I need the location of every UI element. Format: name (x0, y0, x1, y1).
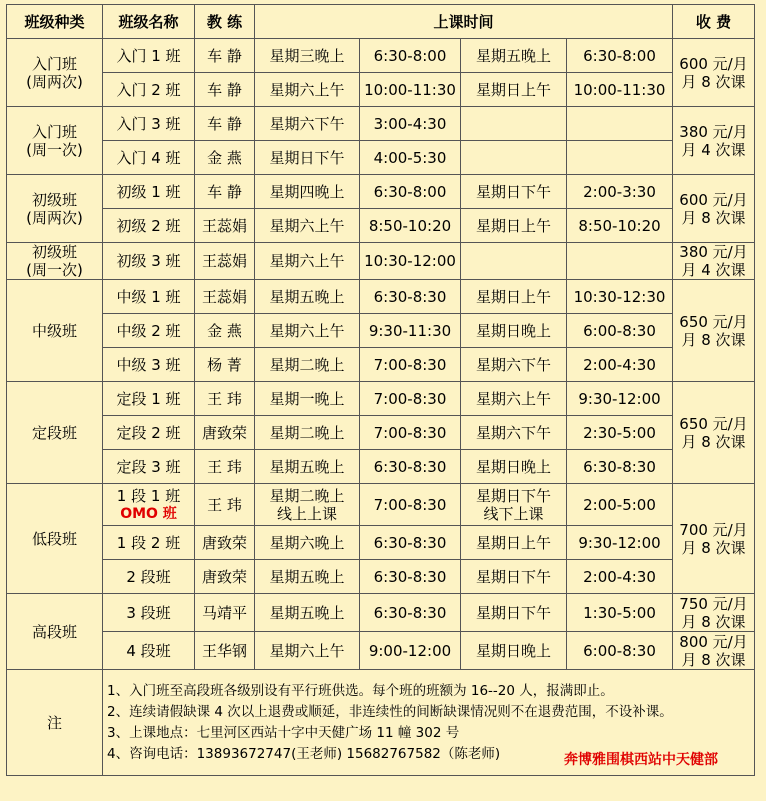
cell-line: 中级 2 班 (116, 321, 181, 340)
schedule-body (7, 39, 755, 670)
time2-cell: 9:30-12:00 (567, 382, 673, 416)
cell-line: 初级 1 班 (116, 182, 181, 201)
category-cell (7, 484, 103, 594)
day1-cell (255, 560, 360, 594)
coach-cell: 王 玮 (195, 382, 255, 416)
class-name-cell (103, 175, 195, 209)
time1-cell: 7:00-8:30 (360, 382, 461, 416)
time1-cell: 6:30-8:30 (360, 450, 461, 484)
day1-cell (255, 280, 360, 314)
cell-line: 初级 2 班 (116, 216, 181, 235)
coach-cell: 车 静 (195, 107, 255, 141)
cell-line: 月 8 次课 (681, 432, 746, 451)
cell-line: 月 8 次课 (681, 612, 746, 631)
cell-line: 星期日晚上 (475, 641, 551, 660)
class-name-cell (103, 209, 195, 243)
class-name-cell (103, 243, 195, 280)
coach-cell: 车 静 (195, 175, 255, 209)
fee-cell (673, 594, 755, 632)
cell-line: 低段班 (31, 529, 77, 548)
time2-cell: 2:00-4:30 (567, 348, 673, 382)
fee-cell (673, 484, 755, 594)
day2-cell (461, 382, 567, 416)
day1-cell (255, 314, 360, 348)
day2-cell (461, 314, 567, 348)
category-cell (7, 280, 103, 382)
coach-cell: 唐致荣 (195, 526, 255, 560)
fee-cell (673, 107, 755, 175)
cell-line: 650 元/月 (679, 414, 748, 433)
note-line: 2、连续请假缺课 4 次以上退费或顺延，非连续性的间断缺课情况则不在退费范围，不设补课。 (107, 703, 673, 720)
cell-line: 线下上课 (483, 504, 544, 523)
time1-cell: 7:00-8:30 (360, 416, 461, 450)
time1-cell: 6:30-8:30 (360, 526, 461, 560)
cell-line: 定段 1 班 (116, 389, 181, 408)
cell-line: 定段班 (31, 423, 77, 442)
time2-cell: 2:00-5:00 (567, 484, 673, 526)
table-row (7, 280, 755, 314)
day2-cell (461, 450, 567, 484)
time1-cell: 4:00-5:30 (360, 141, 461, 175)
coach-cell: 金 燕 (195, 141, 255, 175)
header-row (7, 5, 755, 39)
day2-cell (461, 348, 567, 382)
time2-cell (567, 243, 673, 280)
header-coach: 教 练 (195, 5, 255, 39)
cell-line: 月 8 次课 (681, 330, 746, 349)
cell-line: 星期日下午 (475, 486, 551, 505)
cell-line: 星期日下午 (475, 603, 551, 622)
time1-cell: 6:30-8:00 (360, 39, 461, 73)
cell-line: 月 8 次课 (681, 538, 746, 557)
header-class-name: 班级名称 (103, 5, 195, 39)
cell-line: 星期六上午 (269, 80, 345, 99)
class-name-cell (103, 39, 195, 73)
day1-cell (255, 594, 360, 632)
cell-line: 星期六晚上 (269, 533, 345, 552)
cell-line: 星期二晚上 (269, 355, 345, 374)
class-name-cell (103, 73, 195, 107)
fee-cell (673, 39, 755, 107)
category-cell (7, 243, 103, 280)
cell-line: 星期四晚上 (269, 182, 345, 201)
class-name-cell (103, 560, 195, 594)
cell-line: 月 8 次课 (681, 72, 746, 91)
cell-line: 月 4 次课 (681, 261, 746, 279)
coach-cell: 王蕊娟 (195, 209, 255, 243)
cell-line: 星期六上午 (269, 641, 345, 660)
coach-cell: 金 燕 (195, 314, 255, 348)
time2-cell: 1:30-5:00 (567, 594, 673, 632)
header-category: 班级种类 (7, 5, 103, 39)
cell-line: 700 元/月 (679, 520, 748, 539)
cell-line: 星期五晚上 (269, 457, 345, 476)
class-name-cell (103, 594, 195, 632)
cell-line: 月 4 次课 (681, 140, 746, 159)
cell-line: 星期日上午 (475, 533, 551, 552)
cell-line: 星期一晚上 (269, 389, 345, 408)
cell-line: 线上上课 (276, 504, 337, 523)
time2-cell (567, 107, 673, 141)
time2-cell (567, 141, 673, 175)
cell-line: 星期三晚上 (269, 46, 345, 65)
day1-cell (255, 243, 360, 280)
day2-cell (461, 526, 567, 560)
day1-cell (255, 175, 360, 209)
class-name-cell (103, 450, 195, 484)
class-name-cell (103, 382, 195, 416)
cell-line: 中级 3 班 (116, 355, 181, 374)
day2-cell (461, 39, 567, 73)
class-name-cell (103, 348, 195, 382)
coach-cell: 王蕊娟 (195, 243, 255, 280)
day1-cell (255, 348, 360, 382)
cell-line: 中级 1 班 (116, 287, 181, 306)
category-cell (7, 175, 103, 243)
category-cell (7, 39, 103, 107)
fee-cell (673, 243, 755, 280)
cell-line: 星期六下午 (269, 114, 345, 133)
time1-cell: 3:00-4:30 (360, 107, 461, 141)
day1-cell (255, 73, 360, 107)
cell-line: 定段 3 班 (116, 457, 181, 476)
category-cell (7, 382, 103, 484)
time2-cell: 2:00-3:30 (567, 175, 673, 209)
cell-line: 星期五晚上 (269, 567, 345, 586)
table-row (7, 632, 755, 670)
day2-cell (461, 141, 567, 175)
cell-line: 380 元/月 (679, 122, 748, 141)
day1-cell (255, 484, 360, 526)
cell-line: 星期五晚上 (269, 603, 345, 622)
cell-line: 星期六下午 (475, 423, 551, 442)
class-name-cell (103, 416, 195, 450)
cell-line: 入门 4 班 (116, 148, 181, 167)
cell-line: 入门班 (31, 54, 77, 73)
note-line: 1、入门班至高段班各级别设有平行班供选。每个班的班额为 16--20 人，报满即止。 (107, 682, 614, 699)
time2-cell: 8:50-10:20 (567, 209, 673, 243)
notes-label: 注 (7, 670, 103, 776)
class-name-cell (103, 280, 195, 314)
time1-cell: 6:30-8:00 (360, 175, 461, 209)
time1-cell: 6:30-8:30 (360, 560, 461, 594)
class-name-cell (103, 632, 195, 670)
table-row (7, 484, 755, 526)
class-name-cell (103, 141, 195, 175)
table-row (7, 39, 755, 73)
day2-cell (461, 484, 567, 526)
table-row (7, 348, 755, 382)
table-row (7, 175, 755, 209)
time1-cell: 10:00-11:30 (360, 73, 461, 107)
coach-cell: 唐致荣 (195, 416, 255, 450)
table-row (7, 243, 755, 280)
day2-cell (461, 175, 567, 209)
cell-line: 入门 1 班 (116, 46, 181, 65)
day1-cell (255, 382, 360, 416)
day2-cell (461, 280, 567, 314)
coach-cell: 王 玮 (195, 450, 255, 484)
cell-line: 星期日上午 (475, 80, 551, 99)
day1-cell (255, 39, 360, 73)
day2-cell (461, 209, 567, 243)
table-row (7, 450, 755, 484)
cell-line: 3 段班 (126, 603, 171, 622)
cell-line: (周两次) (26, 72, 83, 91)
class-name-cell (103, 107, 195, 141)
time2-cell: 6:00-8:30 (567, 314, 673, 348)
note-line: 4、咨询电话：13893672747(王老师) 15682767582（陈老师) (107, 745, 501, 762)
cell-line: 星期五晚上 (475, 46, 551, 65)
time1-cell: 7:00-8:30 (360, 348, 461, 382)
time1-cell: 8:50-10:20 (360, 209, 461, 243)
fee-cell (673, 382, 755, 484)
cell-line: 星期六上午 (269, 252, 345, 270)
omo-badge: OMO 班 (120, 505, 177, 522)
day2-cell (461, 632, 567, 670)
cell-line: (周一次) (26, 261, 83, 279)
cell-line: 入门 3 班 (116, 114, 181, 133)
cell-line: 星期日下午 (269, 148, 345, 167)
cell-line: 初级班 (31, 190, 77, 209)
time2-cell: 6:30-8:30 (567, 450, 673, 484)
fee-cell (673, 280, 755, 382)
cell-line: 星期日下午 (475, 182, 551, 201)
day2-cell (461, 73, 567, 107)
cell-line: 星期二晚上 (269, 486, 345, 505)
note-line: 3、上课地点：七里河区西站十字中天健广场 11 幢 302 号 (107, 724, 460, 741)
day2-cell (461, 594, 567, 632)
day2-cell (461, 416, 567, 450)
cell-line: 定段 2 班 (116, 423, 181, 442)
fee-cell (673, 632, 755, 670)
table-row (7, 594, 755, 632)
cell-line: 星期日上午 (475, 287, 551, 306)
day1-cell (255, 141, 360, 175)
coach-cell: 马靖平 (195, 594, 255, 632)
cell-line: 800 元/月 (679, 632, 748, 651)
cell-line: 星期日下午 (475, 567, 551, 586)
cell-line: 入门班 (31, 122, 77, 141)
cell-line: 380 元/月 (679, 243, 748, 261)
time2-cell: 2:00-4:30 (567, 560, 673, 594)
class-schedule-table (6, 4, 755, 776)
coach-cell: 车 静 (195, 73, 255, 107)
time1-cell: 6:30-8:30 (360, 280, 461, 314)
cell-line: 星期六下午 (475, 355, 551, 374)
cell-line: 650 元/月 (679, 312, 748, 331)
day2-cell (461, 107, 567, 141)
time1-cell: 9:00-12:00 (360, 632, 461, 670)
table-row (7, 416, 755, 450)
cell-line: 1 段 2 班 (116, 533, 181, 552)
fee-cell (673, 175, 755, 243)
day1-cell (255, 107, 360, 141)
class-name-cell (103, 484, 195, 526)
cell-line: 高段班 (31, 622, 77, 641)
cell-line: 入门 2 班 (116, 80, 181, 99)
time1-cell: 9:30-11:30 (360, 314, 461, 348)
cell-line: 星期日上午 (475, 216, 551, 235)
organization-name: 奔博雅围棋西站中天健部 (564, 752, 719, 768)
day1-cell (255, 209, 360, 243)
notes-cell (103, 670, 755, 776)
table-row (7, 141, 755, 175)
coach-cell: 车 静 (195, 39, 255, 73)
table-row (7, 382, 755, 416)
cell-line: 2 段班 (126, 567, 171, 586)
cell-line: 中级班 (31, 321, 77, 340)
coach-cell: 唐致荣 (195, 560, 255, 594)
time2-cell: 10:00-11:30 (567, 73, 673, 107)
cell-line: 星期六上午 (475, 389, 551, 408)
time1-cell: 6:30-8:30 (360, 594, 461, 632)
cell-line: 600 元/月 (679, 54, 748, 73)
cell-line: 4 段班 (126, 641, 171, 660)
cell-line: 月 8 次课 (681, 208, 746, 227)
day1-cell (255, 450, 360, 484)
class-name-cell (103, 314, 195, 348)
category-cell (7, 107, 103, 175)
time2-cell: 6:30-8:00 (567, 39, 673, 73)
coach-cell: 王 玮 (195, 484, 255, 526)
table-row (7, 526, 755, 560)
cell-line: 初级 3 班 (116, 252, 181, 270)
cell-line: 星期日晚上 (475, 321, 551, 340)
time1-cell: 7:00-8:30 (360, 484, 461, 526)
category-cell (7, 594, 103, 670)
day1-cell (255, 526, 360, 560)
day1-cell (255, 632, 360, 670)
time2-cell: 10:30-12:30 (567, 280, 673, 314)
cell-line: 1 段 1 班 (116, 486, 181, 505)
time1-cell: 10:30-12:00 (360, 243, 461, 280)
cell-line: 600 元/月 (679, 190, 748, 209)
table-row (7, 73, 755, 107)
cell-line: (周两次) (26, 208, 83, 227)
cell-line: 星期日晚上 (475, 457, 551, 476)
header-fee: 收 费 (673, 5, 755, 39)
cell-line: 星期六上午 (269, 216, 345, 235)
header-schedule: 上课时间 (255, 5, 673, 39)
table-row (7, 209, 755, 243)
cell-line: (周一次) (26, 140, 83, 159)
coach-cell: 王蕊娟 (195, 280, 255, 314)
day1-cell (255, 416, 360, 450)
day2-cell (461, 560, 567, 594)
time2-cell: 2:30-5:00 (567, 416, 673, 450)
notes-row (7, 670, 755, 776)
cell-line: 星期五晚上 (269, 287, 345, 306)
table-row (7, 560, 755, 594)
cell-line: 初级班 (31, 243, 77, 261)
coach-cell: 王华钢 (195, 632, 255, 670)
time2-cell: 6:00-8:30 (567, 632, 673, 670)
cell-line: 星期二晚上 (269, 423, 345, 442)
table-row (7, 107, 755, 141)
class-name-cell (103, 526, 195, 560)
cell-line: 750 元/月 (679, 594, 748, 613)
table-row (7, 314, 755, 348)
coach-cell: 杨 菁 (195, 348, 255, 382)
time2-cell: 9:30-12:00 (567, 526, 673, 560)
day2-cell (461, 243, 567, 280)
cell-line: 月 8 次课 (681, 650, 746, 669)
cell-line: 星期六上午 (269, 321, 345, 340)
